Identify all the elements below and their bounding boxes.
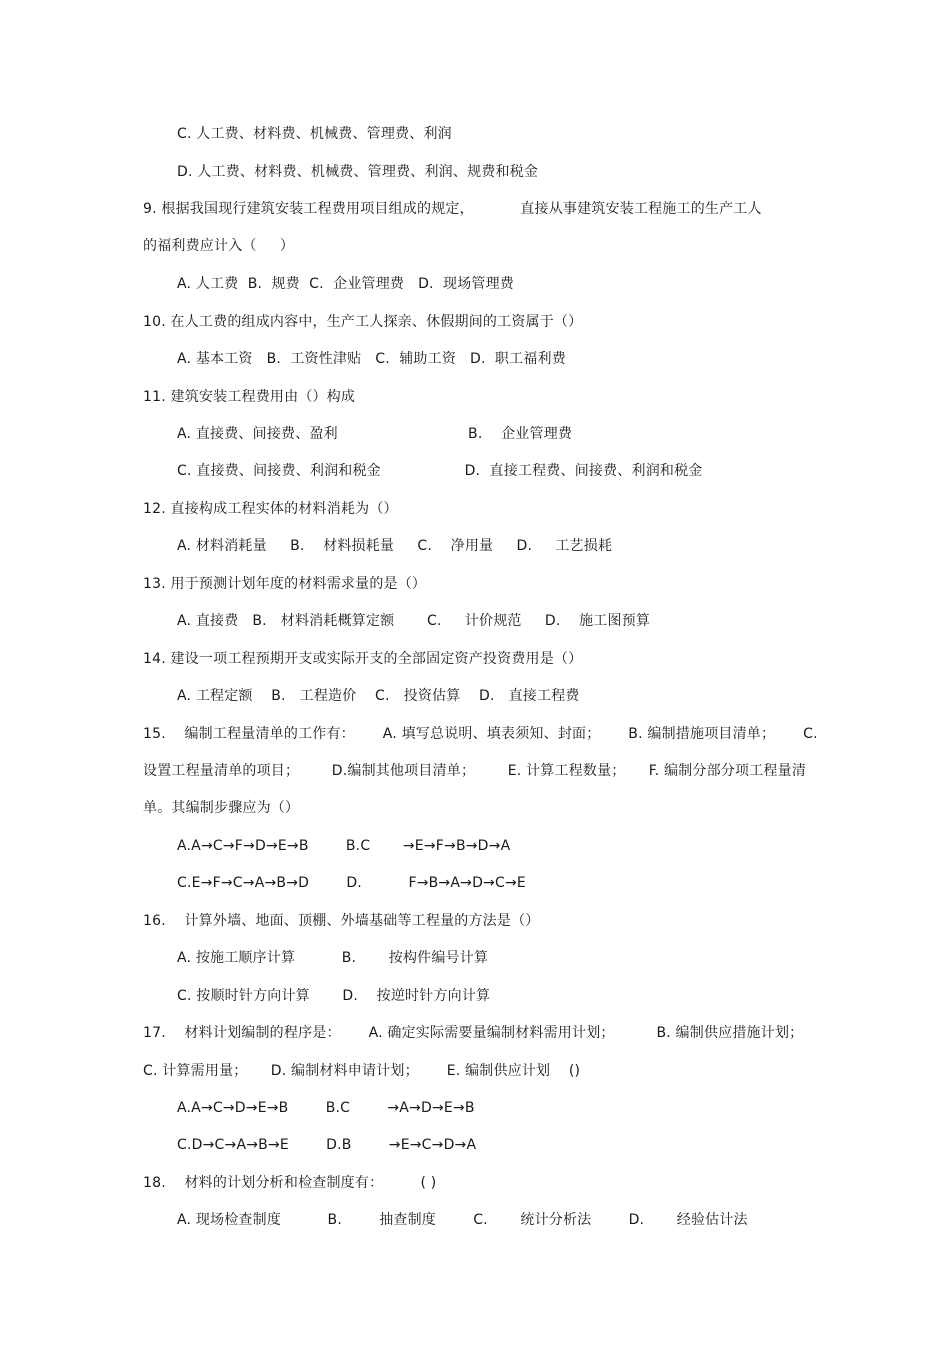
q15-stem-line3: 单。其编制步骤应为（） <box>143 800 300 816</box>
q11-options-ab: A. 直接费、间接费、盈利 B. 企业管理费 <box>177 426 573 442</box>
q14-stem: 14. 建设一项工程预期开支或实际开支的全部固定资产投资费用是（） <box>143 651 583 667</box>
q9-stem-line1: 9. 根据我国现行建筑安装工程费用项目组成的规定， 直接从事建筑安装工程施工的生产工人 <box>143 201 762 217</box>
q10-stem: 10. 在人工费的组成内容中，生产工人探亲、休假期间的工资属于（） <box>143 314 583 330</box>
q11-stem: 11. 建筑安装工程费用由（）构成 <box>143 389 356 405</box>
q9-stem-line2: 的福利费应计入（ ） <box>143 238 295 254</box>
q9-options: A. 人工费 B. 规费 C. 企业管理费 D. 现场管理费 <box>177 276 514 292</box>
q8-option-c: C. 人工费、材料费、机械费、管理费、利润 <box>177 126 452 142</box>
q15-options-cd: C.E→F→C→A→B→D D. F→B→A→D→C→E <box>177 875 526 891</box>
q17-options-ab: A.A→C→D→E→B B.C →A→D→E→B <box>177 1100 475 1116</box>
q18-stem: 18. 材料的计划分析和检查制度有： ( ) <box>143 1175 437 1191</box>
q16-options-cd: C. 按顺时针方向计算 D. 按逆时针方向计算 <box>177 988 491 1004</box>
q8-option-d: D. 人工费、材料费、机械费、管理费、利润、规费和税金 <box>177 164 539 180</box>
q16-stem: 16. 计算外墙、地面、顶棚、外墙基础等工程量的方法是（） <box>143 913 540 929</box>
q17-stem-line2: C. 计算需用量； D. 编制材料申请计划； E. 编制供应计划 () <box>143 1063 581 1079</box>
q12-options: A. 材料消耗量 B. 材料损耗量 C. 净用量 D. 工艺损耗 <box>177 538 613 554</box>
q17-stem-line1: 17. 材料计划编制的程序是： A. 确定实际需要量编制材料需用计划； B. 编制供应措施计划； <box>143 1025 804 1041</box>
q10-options: A. 基本工资 B. 工资性津贴 C. 辅助工资 D. 职工福利费 <box>177 351 566 367</box>
q13-options: A. 直接费 B. 材料消耗概算定额 C. 计价规范 D. 施工图预算 <box>177 613 651 629</box>
q17-options-cd: C.D→C→A→B→E D.B →E→C→D→A <box>177 1137 477 1153</box>
q14-options: A. 工程定额 B. 工程造价 C. 投资估算 D. 直接工程费 <box>177 688 580 704</box>
q15-stem-line1: 15. 编制工程量清单的工作有： A. 填写总说明、填表须知、封面； B. 编制措施项目清单； C. <box>143 726 818 742</box>
q13-stem: 13. 用于预测计划年度的材料需求量的是（） <box>143 576 427 592</box>
q12-stem: 12. 直接构成工程实体的材料消耗为（） <box>143 501 398 517</box>
q15-options-ab: A.A→C→F→D→E→B B.C →E→F→B→D→A <box>177 838 511 854</box>
q11-options-cd: C. 直接费、间接费、利润和税金 D. 直接工程费、间接费、利润和税金 <box>177 463 703 479</box>
q18-options: A. 现场检查制度 B. 抽查制度 C. 统计分析法 D. 经验估计法 <box>177 1212 748 1228</box>
q16-options-ab: A. 按施工顺序计算 B. 按构件编号计算 <box>177 950 489 966</box>
q15-stem-line2: 设置工程量清单的项目； D.编制其他项目清单； E. 计算工程数量； F. 编制分部分项工程量清 <box>143 763 807 779</box>
